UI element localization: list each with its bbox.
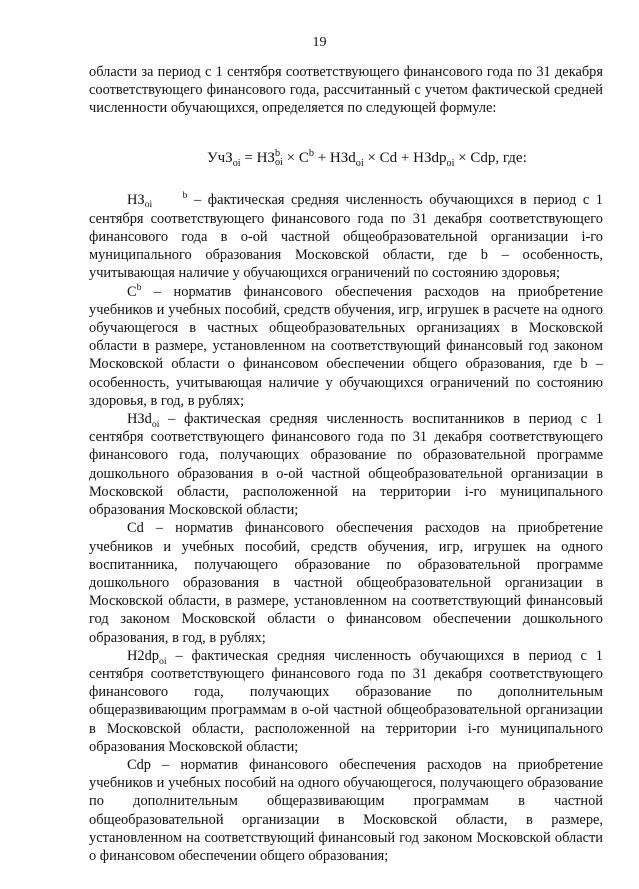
page-number: 19 [312, 35, 327, 50]
page-body [89, 63, 603, 865]
definition-cb: $С^b$ – норматив финансового обеспечения расходов на приобретение учебников и учебных пособий, средств обучения, игр, игрушек в расчете на одного обучающегося в частных общеобразовательных организациях в Московской области в размере, установленном на соответствующий финансовый год законом Московской области о финансовом обеспечении общего образования, где b – особенность, учитывающая наличие у обучающихся ограничений по состоянию здоровья, в год, в рублях; [89, 281, 603, 409]
definition-n3b: НЗ b oi – фактическая средняя численность обучающихся в период с 1 сентября соответствующего финансового года по 31 декабря соответствующего финансового года в o-ой частной общеобразовательной организации i-го муниципального образования Московской области, где b – особенность, учитывающая наличие у обучающихся ограничений по состоянию здоровья; [89, 190, 603, 282]
definition-n3d: НЗd$_{oi}$ – фактическая средняя численность воспитанников в период с 1 сентября соответствующего финансового года по 31 декабря соответствующего финансового года, получающих образование по образовательной программе дошкольного образования в o-ой частной общеобразовательной организации в Московской области, расположенной на территории i-го муниципального образования Московской области; [89, 411, 603, 519]
definition-cdp: Cdp – норматив финансового обеспечения расходов на приобретение учебников и учебных пособий на одного обучающегося, получающего образование по дополнительным общеразвивающим программам в частной общеобразовательной организации в Московской области, в размере, установленном на соответствующий финансовый год законом Московской области о финансовом обеспечении общего образования; [89, 756, 603, 864]
definition-cd: Cd – норматив финансового обеспечения расходов на приобретение учебников и учебных пособий, средств обучения, игр, игрушек на одного воспитанника, получающего образование по образовательной программе дошкольного образования в частной общеобразовательной организации в Московской области, в размере, установленном на соответствующий финансовый год законом Московской области о финансовом обеспечении дошкольного образования, в год, в рублях; [89, 520, 603, 646]
intro-paragraph: области за период с 1 сентября соответствующего финансового года по 31 декабря соответствующего финансового года, рассчитанный с учетом фактической средней численности обучающихся, определяется по следующей формуле: [89, 64, 603, 117]
formula: УчЗ$_{oi}$ = НЗb oi × $С^b + НЗd_{oi} \times Cd$ + НЗdp$_{oi}$ × Cdp, где: [207, 147, 527, 169]
definition-n2dp: $Н2dp_{oi}$ – фактическая средняя численность обучающихся в период с 1 сентября соответствующего финансового года по 31 декабря соответствующего финансового года, получающих образование по дополнительным общеразвивающим программам в o-ой частной общеобразовательной организации в Московской области, расположенной на территории i-го муниципального образования Московской области; [89, 647, 603, 755]
